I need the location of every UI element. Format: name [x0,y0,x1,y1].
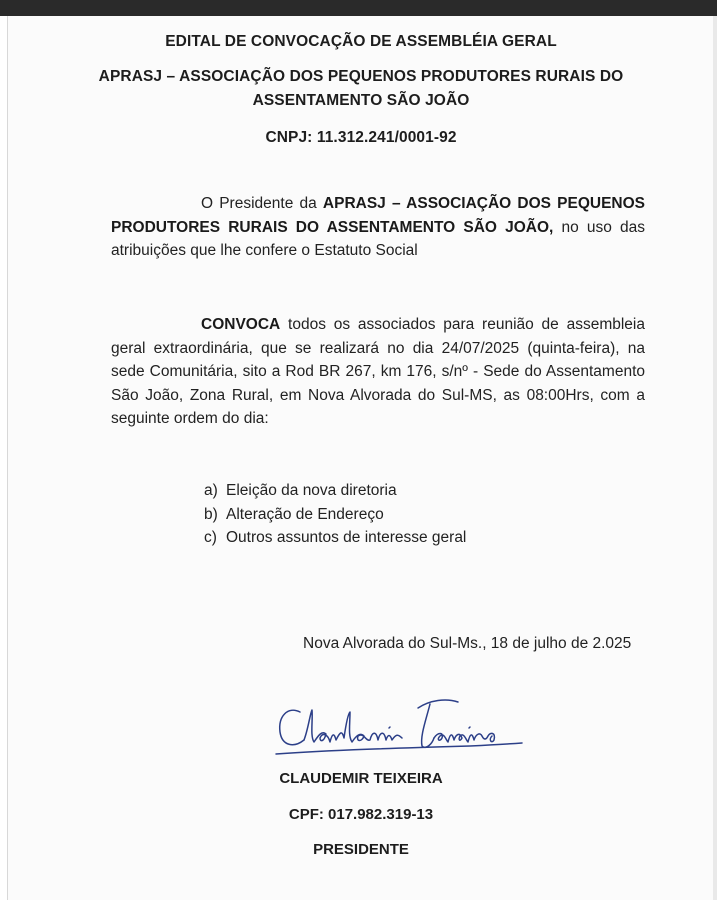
place-and-date: Nova Alvorada do Sul-Ms., 18 de julho de 2.025 [303,635,632,652]
intro-suffix: no uso das atribuições que lhe confere o Estatuto Social [111,218,645,259]
agenda-item [204,482,397,500]
intro-paragraph [111,192,645,263]
agenda-marker: c) [204,529,217,546]
convoca-keyword: CONVOCA [201,316,281,333]
signer-cpf: CPF: 017.982.319-13 [288,806,434,823]
signer-role: PRESIDENTE [313,841,409,858]
intro-organization: APRASJ – ASSOCIAÇÃO DOS PEQUENOS PRODUTORES RURAIS DO ASSENTAMENTO SÃO JOÃO, [111,195,645,236]
convocation-paragraph [111,313,645,431]
convocation-text: todos os associados para reunião de assembleia geral extraordinária, que se realizará no dia 24/07/2025 (quinta-feira), na sede Comunitária, sito a Rod BR 267, km 176, s/nº - Sede do Assentamento São João, Zona Rural, em Nova Alvorada do Sul-MS, as 08:00Hrs, com a seguinte ordem do dia: [111,316,645,427]
agenda-marker: a) [204,482,218,499]
cnpj-number: CNPJ: 11.312.241/0001-92 [265,129,457,146]
organization-name-line1: APRASJ – ASSOCIAÇÃO DOS PEQUENOS PRODUTORES RURAIS DO [98,68,624,85]
handwritten-signature [270,696,530,767]
organization-name-line2: ASSENTAMENTO SÃO JOÃO [252,92,470,109]
document-page [7,16,715,900]
agenda-item [204,506,384,524]
agenda-text: Outros assuntos de interesse geral [226,529,467,546]
document-title: EDITAL DE CONVOCAÇÃO DE ASSEMBLÉIA GERAL [165,33,557,50]
intro-prefix: O Presidente da [201,195,323,212]
signer-name: CLAUDEMIR TEIXEIRA [279,770,443,787]
agenda-item [204,529,466,547]
agenda-marker: b) [204,506,218,523]
agenda-text: Eleição da nova diretoria [226,482,397,499]
page-edge [713,16,717,900]
agenda-text: Alteração de Endereço [226,506,384,523]
